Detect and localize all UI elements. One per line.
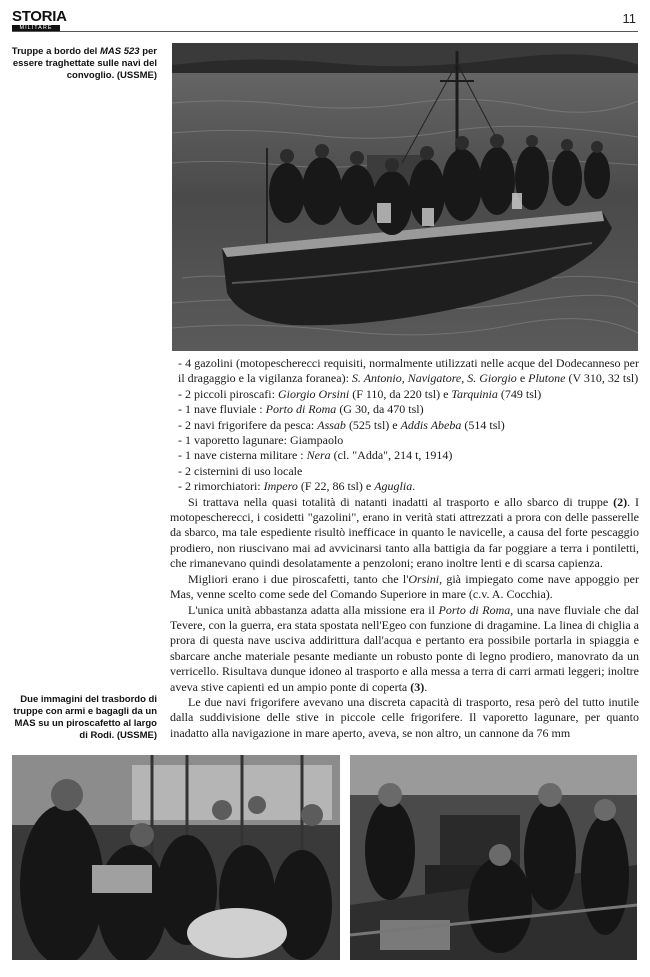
list-item (170, 464, 639, 479)
list-item-text: - 1 vaporetto lagunare: Giampaolo (178, 433, 344, 448)
list-item-italic: Tarquinia (451, 386, 498, 401)
list-item-text: (525 tsl) e (345, 417, 401, 432)
header-rule (12, 31, 638, 32)
paragraph-text: L'unica unità abbastanza adatta alla missione era il (188, 602, 439, 617)
list-item-italic: Assab (317, 417, 346, 432)
list-item-text: (G 30, da 470 tsl) (336, 402, 424, 417)
list-item-text: (V 310, 32 tsl) (565, 371, 639, 386)
caption-bottom-photos: Due immagini del trasbordo di truppe con armi e bagagli da un MAS su un piroscafetto al largo di Rodi. (USSME) (13, 694, 157, 741)
list-item-italic: Addis Abeba (400, 417, 462, 432)
photo-transshipment-right (350, 755, 637, 960)
paragraph-1 (170, 495, 639, 572)
paragraph-4: Le due navi frigorifere avevano una discreta capacità di trasporto, resa però del tutto inutile dalla suddivisione delle stive in piccole celle frigorifere. Il vaporetto lagunare, per quanto inadatto alla navigazione in mare aperto, aveva, se non altro, un cannone da 76 mm (170, 694, 639, 740)
transshipment-left-drawing (12, 755, 340, 960)
page-number: 11 (622, 11, 636, 26)
list-item-italic: Nera (306, 448, 331, 463)
paragraph-italic: Porto di Roma (438, 602, 511, 617)
paragraph-text: . I motopescherecci, i cosidetti "gazolini", erano in verità stati attrezzati a prora con delle passerelle da sbarco, ma tale espediente risultò inefficace in quanto le navicelle, a causa del forte pescaggio prodiero, non riuscivano mai ad avvicinarsi tanto alla battigia da far poggiare a terra i pontiletti, che rimanevano quindi desolatamente a penzoloni; erano inoltre lenti e di scarsa capienza. (170, 494, 639, 571)
list-item-text: e (516, 371, 529, 386)
paragraph-3 (170, 603, 639, 695)
list-item-italic: Porto di Roma (265, 402, 337, 417)
list-item (170, 402, 639, 417)
list-item-text: - 1 nave fluviale : (178, 402, 266, 417)
paragraph-text: , già impiegato come nave appoggio per Mas, venne scelto come sede del Comando Superiore in mare (c.v. A. Cocchia). (170, 571, 639, 602)
list-item-text: - 1 nave cisterna militare : (178, 448, 307, 463)
list-item-text: (F 110, da 220 tsl) e (349, 386, 452, 401)
note-reference: (2) (613, 494, 628, 509)
caption-top-italic: MAS 523 (99, 46, 140, 57)
paragraph-2 (170, 572, 639, 603)
caption-top-photo (10, 46, 157, 82)
transshipment-right-drawing (350, 755, 637, 960)
list-item-italic: S. Antonio, Navigatore, S. Giorgio (351, 371, 517, 386)
list-item-text: (cl. "Adda", 214 t, 1914) (330, 448, 453, 463)
caption-top-post: per essere traghettate sulle navi del convoglio. (USSME) (12, 46, 157, 81)
magazine-logo (12, 8, 67, 32)
boat-photo-drawing (172, 43, 638, 351)
list-item (170, 448, 639, 463)
list-item-text: - 2 navi frigorifere da pesca: (178, 417, 318, 432)
list-item-text: - 2 rimorchiatori: (178, 479, 264, 494)
list-item-italic: Plutone (528, 371, 566, 386)
paragraph-text: Si trattava nella quasi totalità di natanti inadatti al trasporto e allo sbarco di truppe (188, 494, 614, 509)
list-item (170, 479, 639, 494)
paragraph-text: Migliori erano i due piroscafetti, tanto che l' (188, 571, 409, 586)
list-item-italic: Giorgio Orsini (277, 386, 350, 401)
article-body (170, 356, 639, 741)
list-item (170, 387, 639, 402)
paragraph-text: , una nave fluviale che dal Tevere, con la guerra, era stata spostata nell'Egeo con funzione di dragamine. La linea di chiglia a prora di questa nave usciva addirittura dall'acqua e pertanto era possibile portarla in spiaggia e sbarcare anche materiale pesante mediante un robusto ponte di legno prodiero, manovrato da un verricello. Risultava dunque idoneo al trasporto e alla messa a terra di carri armati leggeri; inoltre aveva stive capienti ed un ampio ponte di coperta (170, 602, 639, 694)
list-item-text: - 2 cisternini di uso locale (178, 463, 303, 478)
list-item-text: - 4 gazolini (motopescherecci requisiti, normalmente utilizzati nelle acque del Dodecanneso per il dragaggio e la vigilanza foranea): (178, 356, 639, 386)
list-item-text: - 2 piccoli piroscafi: (178, 386, 278, 401)
list-item-italic: Aguglia (374, 479, 413, 494)
list-item-text: (749 tsl) (497, 386, 542, 401)
list-item-text: . (412, 479, 416, 494)
list-item (170, 418, 639, 433)
paragraph-italic: Orsini (408, 571, 440, 586)
list-item-text: (514 tsl) (461, 417, 505, 432)
photo-mas-boat (172, 43, 638, 351)
list-item-italic: Impero (263, 479, 298, 494)
photo-transshipment-left (12, 755, 340, 960)
logo-title: STORIA (12, 8, 67, 25)
list-item (170, 356, 639, 387)
note-reference: (3) (410, 679, 425, 694)
list-item-text: (F 22, 86 tsl) e (297, 479, 375, 494)
list-item (170, 433, 639, 448)
paragraph-text: . (424, 679, 428, 694)
caption-top-pre: Truppe a bordo del (11, 46, 100, 57)
logo-subtitle: MILITARE (12, 25, 60, 32)
